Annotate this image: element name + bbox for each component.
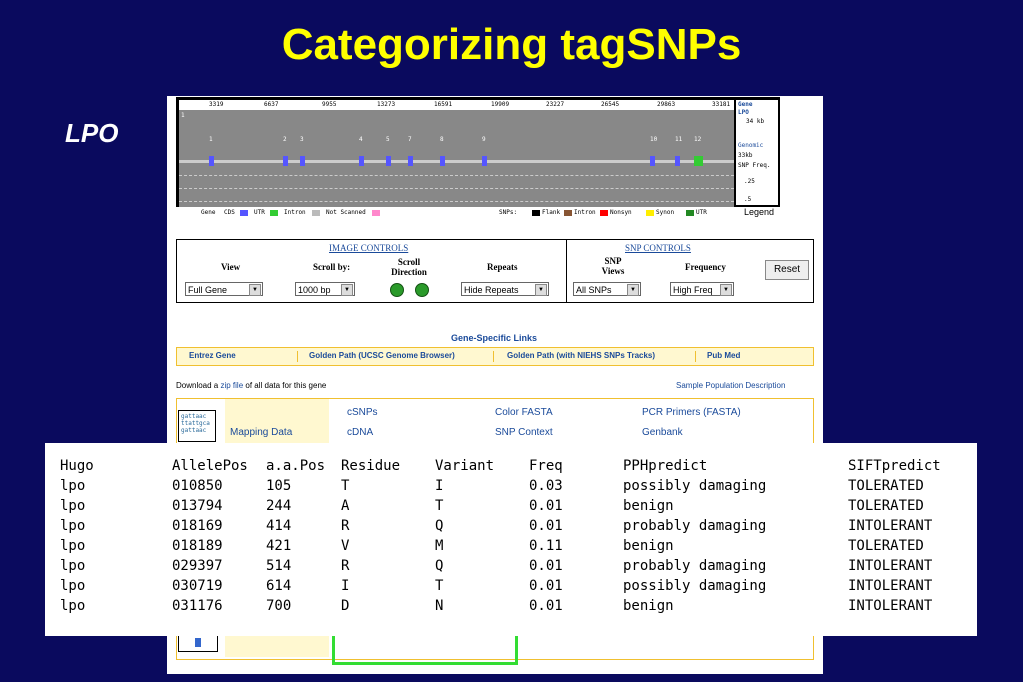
- gene-track: [179, 100, 734, 208]
- exon: [359, 156, 364, 166]
- table-row: [45, 578, 977, 598]
- cell: V: [341, 538, 350, 554]
- cell: T: [435, 498, 444, 514]
- legend-item: Not Scanned: [326, 209, 366, 216]
- snp-context-link[interactable]: SNP Context: [495, 427, 553, 438]
- scroll-direction-label: Scroll Direction: [391, 257, 427, 277]
- ruler-tick: 13273: [377, 101, 396, 108]
- side-freq-2: .5: [744, 196, 752, 203]
- header-freq: Freq: [529, 458, 563, 474]
- table-header-row: [45, 458, 977, 478]
- side-genomic-size: 33kb: [738, 152, 753, 159]
- cell: TOLERATED: [848, 478, 924, 494]
- header-hugo: Hugo: [60, 458, 94, 474]
- view-label: View: [221, 262, 241, 272]
- header-residue: Residue: [341, 458, 401, 474]
- legend-item: SNPs:: [499, 209, 518, 216]
- table-row: [45, 498, 977, 518]
- sequence-line: ttattgca: [181, 420, 210, 427]
- cell: 614: [266, 578, 292, 594]
- genome-view[interactable]: [176, 97, 780, 219]
- ruler-tick: 26545: [601, 101, 620, 108]
- cell: 0.03: [529, 478, 563, 494]
- ruler-tick: 9955: [322, 101, 337, 108]
- cell: 244: [266, 498, 292, 514]
- header-pphpredict: PPHpredict: [623, 458, 708, 474]
- scroll-by-label: Scroll by:: [313, 262, 351, 272]
- table-row: [45, 538, 977, 558]
- ruler-tick: 19909: [491, 101, 510, 108]
- cell: INTOLERANT: [848, 518, 933, 534]
- entrez-gene-link[interactable]: Entrez Gene: [189, 351, 236, 360]
- exon-number: 3: [300, 136, 304, 143]
- side-gene-label: Gene: [738, 101, 753, 108]
- repeats-label: Repeats: [487, 262, 518, 272]
- cell: T: [435, 578, 444, 594]
- cell: benign: [623, 538, 674, 554]
- cell: 414: [266, 518, 292, 534]
- side-freq-1: .25: [744, 178, 755, 185]
- cell: 105: [266, 478, 292, 494]
- cds-swatch: [240, 210, 248, 216]
- cell: benign: [623, 598, 674, 614]
- ruler-tick: 29863: [657, 101, 676, 108]
- freq-line: [179, 175, 734, 176]
- cell: 031176: [172, 598, 223, 614]
- ruler-tick: 6637: [264, 101, 279, 108]
- sequence-line: gattaac: [181, 413, 207, 420]
- cell: D: [341, 598, 350, 614]
- exon: [386, 156, 391, 166]
- cell: 030719: [172, 578, 223, 594]
- cell: lpo: [60, 558, 86, 574]
- cell: INTOLERANT: [848, 558, 933, 574]
- exon-number: 9: [482, 136, 486, 143]
- sample-population-link[interactable]: Sample Population Description: [676, 381, 786, 390]
- pcr-primers-link[interactable]: PCR Primers (FASTA): [642, 407, 741, 418]
- color-fasta-link[interactable]: Color FASTA: [495, 407, 553, 418]
- exon-number: 4: [359, 136, 363, 143]
- legend-item: Synon: [656, 209, 675, 216]
- cell: lpo: [60, 518, 86, 534]
- exon: [440, 156, 445, 166]
- link-separator: [493, 351, 494, 362]
- chevron-down-icon: ▼: [535, 284, 547, 296]
- legend-item: CDS: [224, 209, 235, 216]
- legend-item: Intron: [284, 209, 306, 216]
- cell: 0.01: [529, 558, 563, 574]
- cell: 0.01: [529, 578, 563, 594]
- legend-link[interactable]: Legend: [744, 207, 775, 217]
- chevron-down-icon: ▼: [341, 284, 353, 296]
- flank-swatch: [532, 210, 540, 216]
- legend-item: UTR: [696, 209, 707, 216]
- cell: benign: [623, 498, 674, 514]
- ruler-tick: 23227: [546, 101, 565, 108]
- table-row: [45, 598, 977, 618]
- golden-path-link[interactable]: Golden Path (UCSC Genome Browser): [309, 351, 455, 360]
- csnps-link[interactable]: cSNPs: [347, 407, 378, 418]
- cell: R: [341, 518, 350, 534]
- cell: lpo: [60, 578, 86, 594]
- legend-item: Flank: [542, 209, 561, 216]
- cell: Q: [435, 558, 444, 574]
- utr-exon: [694, 156, 703, 166]
- genome-side-panel: [736, 100, 778, 205]
- cell: probably damaging: [623, 558, 767, 574]
- frequency-label: Frequency: [685, 262, 726, 272]
- ruler-tick: 33181: [712, 101, 731, 108]
- header-aapos: a.a.Pos: [266, 458, 326, 474]
- exon-number: 2: [283, 136, 287, 143]
- legend-item: Gene: [201, 209, 216, 216]
- cell: A: [341, 498, 350, 514]
- exon: [283, 156, 288, 166]
- cell: T: [341, 478, 350, 494]
- coordinate-ruler: [179, 100, 734, 110]
- gene-label: LPO: [65, 118, 119, 148]
- exon: [675, 156, 680, 166]
- exon-number: 10: [650, 136, 658, 143]
- cell: TOLERATED: [848, 538, 924, 554]
- frequency-select[interactable]: [670, 282, 734, 296]
- reset-button[interactable]: Reset: [765, 260, 809, 280]
- snp-views-label: SNP Views: [601, 256, 625, 276]
- snp-views-select[interactable]: [573, 282, 641, 296]
- legend-item: Nonsyn: [610, 209, 632, 216]
- link-separator: [297, 351, 298, 362]
- snp-controls-heading[interactable]: SNP CONTROLS: [625, 243, 691, 253]
- chevron-down-icon: ▼: [720, 284, 732, 296]
- cell: 421: [266, 538, 292, 554]
- table-row: [45, 478, 977, 498]
- exon: [482, 156, 487, 166]
- genbank-link[interactable]: Genbank: [642, 427, 683, 438]
- cell: N: [435, 598, 444, 614]
- legend-item: UTR: [254, 209, 265, 216]
- mapping-data-label: Mapping Data: [230, 427, 293, 438]
- exon: [300, 156, 305, 166]
- cell: possibly damaging: [623, 578, 767, 594]
- cell: 700: [266, 598, 292, 614]
- zip-file-link[interactable]: zip file: [220, 381, 244, 390]
- ruler-tick: 3319: [209, 101, 224, 108]
- scroll-select-value: 1000 bp: [298, 285, 331, 295]
- header-siftpredict: SIFTpredict: [848, 458, 941, 474]
- cell: 0.01: [529, 598, 563, 614]
- exon: [209, 156, 214, 166]
- repeats-select[interactable]: [461, 282, 549, 296]
- legend-item: Intron: [574, 209, 596, 216]
- cell: I: [435, 478, 444, 494]
- chevron-down-icon: ▼: [249, 284, 261, 296]
- sequence-line: gattaac: [181, 427, 207, 434]
- cell: INTOLERANT: [848, 578, 933, 594]
- cell: Q: [435, 518, 444, 534]
- not-scanned-swatch: [372, 210, 380, 216]
- cell: 0.01: [529, 498, 563, 514]
- utr-snp-swatch: [686, 210, 694, 216]
- cell: lpo: [60, 498, 86, 514]
- ruler-tick: 16591: [434, 101, 453, 108]
- side-gene-size: 34 kb: [746, 118, 765, 125]
- table-row: [45, 518, 977, 538]
- cell: lpo: [60, 538, 86, 554]
- exon-number: 12: [694, 136, 702, 143]
- gene-specific-links-heading: Gene-Specific Links: [450, 333, 538, 343]
- snp-table: [45, 443, 977, 636]
- cell: 013794: [172, 498, 223, 514]
- snp-views-select-value: All SNPs: [576, 285, 612, 295]
- chevron-down-icon: ▼: [627, 284, 639, 296]
- exon: [408, 156, 413, 166]
- download-text: [176, 381, 326, 390]
- nonsyn-swatch: [600, 210, 608, 216]
- exon-number: 11: [675, 136, 683, 143]
- genome-legend-bar: [176, 207, 780, 219]
- repeats-select-value: Hide Repeats: [464, 285, 519, 295]
- cell: R: [341, 558, 350, 574]
- exon: [650, 156, 655, 166]
- cell: 0.01: [529, 518, 563, 534]
- cdna-link[interactable]: cDNA: [347, 427, 374, 438]
- cell: INTOLERANT: [848, 598, 933, 614]
- utr-swatch: [270, 210, 278, 216]
- controls-divider: [566, 240, 567, 302]
- slide-title: Categorizing tagSNPs: [281, 20, 742, 69]
- cell: 029397: [172, 558, 223, 574]
- view-select-value: Full Gene: [188, 285, 228, 295]
- exon-number: 7: [408, 136, 412, 143]
- scroll-left-icon[interactable]: [390, 283, 404, 297]
- cell: probably damaging: [623, 518, 767, 534]
- synon-swatch: [646, 210, 654, 216]
- cell: 018189: [172, 538, 223, 554]
- cell: 010850: [172, 478, 223, 494]
- cell: lpo: [60, 478, 86, 494]
- header-variant: Variant: [435, 458, 495, 474]
- document-icon-mark: [195, 638, 201, 647]
- cell: possibly damaging: [623, 478, 767, 494]
- link-separator: [695, 351, 696, 362]
- cell: 0.11: [529, 538, 563, 554]
- cell: TOLERATED: [848, 498, 924, 514]
- intron-swatch: [312, 210, 320, 216]
- scroll-by-select[interactable]: [295, 282, 355, 296]
- exon-number: 1: [209, 136, 213, 143]
- gene-links-bar: [176, 347, 814, 366]
- cell: I: [341, 578, 350, 594]
- exon-number: 8: [440, 136, 444, 143]
- freq-line: [179, 201, 734, 202]
- side-snp-freq: SNP Freq.: [738, 162, 771, 169]
- exon-number: 5: [386, 136, 390, 143]
- view-select[interactable]: [185, 282, 263, 296]
- controls-panel: [176, 239, 814, 303]
- side-gene-name: LPO: [738, 109, 749, 116]
- intron-snp-swatch: [564, 210, 572, 216]
- header-allelepos: AllelePos: [172, 458, 248, 474]
- download-prefix: Download a: [176, 381, 221, 390]
- frequency-select-value: High Freq: [673, 285, 713, 295]
- scroll-right-icon[interactable]: [415, 283, 429, 297]
- table-row: [45, 558, 977, 578]
- golden-path-niehs-link[interactable]: Golden Path (with NIEHS SNPs Tracks): [507, 351, 656, 360]
- cell: 514: [266, 558, 292, 574]
- cell: 018169: [172, 518, 223, 534]
- side-genomic-label: Genomic: [738, 142, 764, 149]
- top-marker: 1: [181, 112, 185, 119]
- sequence-icon[interactable]: [178, 410, 216, 442]
- freq-line: [179, 188, 734, 189]
- pubmed-link[interactable]: Pub Med: [707, 351, 741, 360]
- cell: M: [435, 538, 444, 554]
- download-suffix: of all data for this gene: [243, 381, 327, 390]
- cell: lpo: [60, 598, 86, 614]
- image-controls-heading[interactable]: IMAGE CONTROLS: [329, 243, 409, 253]
